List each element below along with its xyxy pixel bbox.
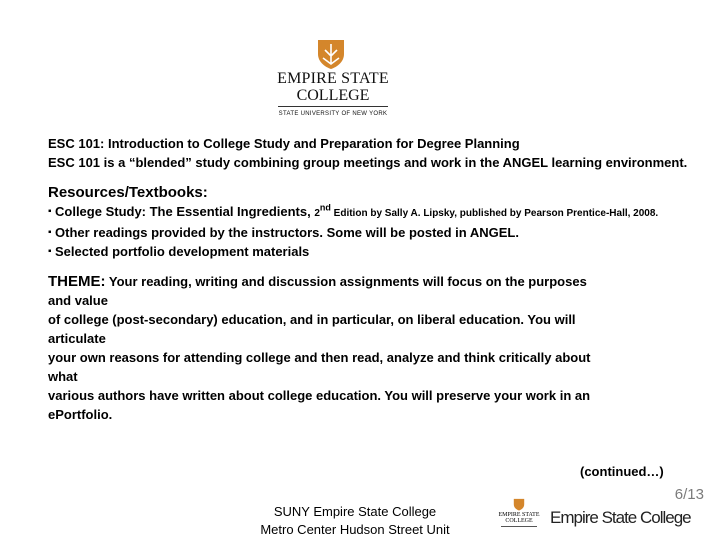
slide-content — [48, 134, 688, 424]
footer-logo-line1: EMPIRE STATE — [498, 512, 540, 518]
footer — [250, 503, 460, 539]
footer-line1: SUNY Empire State College — [273, 504, 437, 519]
list-item — [48, 242, 688, 261]
bullet-icon: ▪ — [48, 227, 52, 238]
logo-divider — [278, 106, 388, 107]
footer-logo-divider — [501, 526, 537, 527]
logo-name-line2: COLLEGE — [296, 87, 370, 104]
shield-icon — [316, 38, 346, 70]
brand-wordmark: Empire State College — [550, 508, 691, 527]
other-readings: Other readings provided by the instructors. Some will be posted in ANGEL. — [55, 225, 519, 240]
theme-label: THEME: — [48, 273, 106, 290]
bullet-icon: ▪ — [48, 206, 52, 217]
footer-line2: Metro Center Hudson Street Unit — [260, 522, 450, 537]
theme-line: what — [48, 369, 78, 384]
course-description: ESC 101 is a “blended” study combining group meetings and work in the ANGEL learning environment. — [48, 155, 688, 170]
theme-line: articulate — [48, 331, 106, 346]
theme-line: ePortfolio. — [48, 407, 113, 422]
page-number: 6/13 — [674, 486, 704, 503]
theme-line: various authors have written about college education. You will preserve your work in an — [48, 388, 591, 403]
continued-note: (continued…) — [580, 464, 664, 479]
edition-suffix: nd — [319, 202, 331, 213]
portfolio-materials: Selected portfolio development materials — [55, 244, 310, 259]
textbook-entry — [55, 202, 658, 223]
theme-line: of college (post-secondary) education, and in particular, on liberal education. You will — [48, 312, 576, 327]
resources-heading: Resources/Textbooks: — [48, 184, 208, 201]
course-title: ESC 101: Introduction to College Study and Preparation for Degree Planning — [48, 136, 520, 151]
textbook-title: College Study: The Essential Ingredients, — [55, 204, 315, 219]
theme-line: Your reading, writing and discussion assignments will focus on the purposes — [105, 274, 587, 289]
footer-logo-line2: COLLEGE — [505, 518, 533, 524]
list-item — [48, 223, 688, 242]
logo-subtitle: STATE UNIVERSITY OF NEW YORK — [278, 111, 388, 117]
list-item — [48, 202, 688, 223]
textbook-details: Edition by Sally A. Lipsky, published by Pearson Prentice-Hall, 2008. — [330, 208, 659, 219]
bullet-icon: ▪ — [48, 246, 52, 257]
logo-name-line1: EMPIRE STATE — [277, 70, 389, 87]
theme-line: your own reasons for attending college and then read, analyze and think critically about — [48, 350, 591, 365]
shield-icon — [513, 498, 525, 511]
edition-number: 2 — [314, 208, 320, 219]
college-logo — [268, 38, 398, 120]
theme-line: and value — [48, 293, 108, 308]
theme-paragraph — [48, 272, 688, 291]
footer-logo — [497, 498, 541, 538]
